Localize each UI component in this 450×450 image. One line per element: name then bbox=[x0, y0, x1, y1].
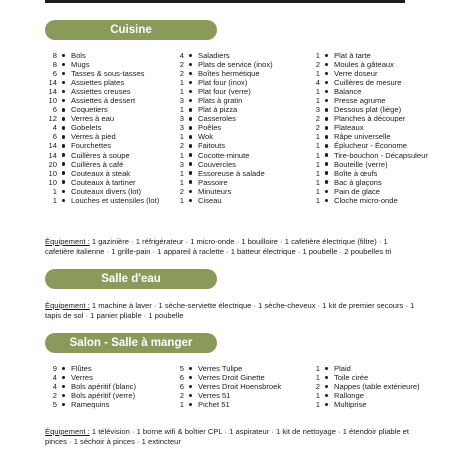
item-name: Ciseau bbox=[198, 195, 222, 205]
list-item bbox=[45, 105, 159, 114]
list-item bbox=[172, 187, 273, 196]
item-quantity: 1 bbox=[315, 150, 320, 160]
list-item bbox=[308, 96, 428, 105]
bullet-icon bbox=[61, 171, 66, 174]
bullet-icon bbox=[188, 126, 193, 129]
list-item bbox=[172, 114, 273, 123]
bullet-icon bbox=[61, 190, 66, 193]
bullet-icon bbox=[188, 190, 193, 193]
item-quantity: 20 bbox=[48, 159, 57, 169]
bullet-icon bbox=[61, 108, 66, 111]
equipment-text: 1 gazinière · 1 réfrigérateur · 1 micro-onde · 1 bouilloire · 1 cafetière électrique (filtre) · 1 cafetière italienne · 1 grille-pain · 1 appareil à raclette · 1 batteur électrique · 1 poubelle · 2 poubelles tri bbox=[45, 237, 392, 256]
bullet-icon bbox=[61, 135, 66, 138]
bullet-icon bbox=[188, 385, 193, 388]
item-quantity: 1 bbox=[179, 168, 184, 178]
item-quantity: 1 bbox=[179, 105, 184, 115]
equipment-text: 1 machine à laver · 1 sèche-serviette électrique · 1 sèche-cheveux · 1 kit de premier secours · 1 tapis de sol · 1 panier pliable · 1 poubelle bbox=[45, 301, 415, 320]
list-item bbox=[308, 69, 428, 78]
cuisine-column-1 bbox=[45, 51, 159, 205]
item-quantity: 1 bbox=[315, 391, 320, 401]
item-name: Verres Tulipe bbox=[198, 364, 243, 373]
item-quantity: 1 bbox=[315, 177, 320, 187]
list-item bbox=[308, 196, 428, 205]
cuisine-column-3 bbox=[308, 51, 428, 205]
bullet-icon bbox=[188, 135, 193, 138]
bullet-icon bbox=[324, 54, 329, 57]
item-name: Flûtes bbox=[71, 364, 92, 373]
item-name: Tasses & sous-tasses bbox=[71, 69, 145, 79]
item-name: Couteaux divers (lot) bbox=[71, 186, 142, 196]
list-item bbox=[172, 151, 273, 160]
item-quantity: 1 bbox=[315, 364, 320, 373]
item-quantity: 14 bbox=[48, 78, 57, 88]
bullet-icon bbox=[324, 367, 329, 370]
item-name: Moules à gâteaux bbox=[334, 60, 394, 70]
item-name: Plateaux bbox=[334, 123, 364, 133]
bullet-icon bbox=[188, 144, 193, 147]
item-quantity: 1 bbox=[315, 373, 320, 383]
list-item bbox=[45, 51, 159, 60]
item-name: Coquetiers bbox=[71, 105, 108, 115]
salon-equipment bbox=[45, 427, 417, 446]
item-quantity: 10 bbox=[48, 96, 57, 106]
list-item bbox=[45, 382, 136, 391]
bullet-icon bbox=[188, 90, 193, 93]
bullet-icon bbox=[324, 385, 329, 388]
bullet-icon bbox=[188, 99, 193, 102]
item-name: Plat four (verre) bbox=[198, 87, 251, 97]
list-item bbox=[172, 105, 273, 114]
item-quantity: 6 bbox=[179, 382, 184, 392]
item-quantity: 1 bbox=[315, 69, 320, 79]
item-quantity: 2 bbox=[315, 60, 320, 70]
salle-eau-equipment bbox=[45, 301, 417, 320]
item-quantity: 1 bbox=[179, 150, 184, 160]
item-quantity: 6 bbox=[52, 132, 57, 142]
item-quantity: 3 bbox=[315, 105, 320, 115]
bullet-icon bbox=[324, 199, 329, 202]
list-item bbox=[308, 178, 428, 187]
item-name: Faitouts bbox=[198, 141, 226, 151]
item-name: Poêles bbox=[198, 123, 222, 133]
item-quantity: 14 bbox=[48, 87, 57, 97]
salon-column-2 bbox=[172, 364, 281, 409]
list-item bbox=[172, 132, 273, 141]
item-quantity: 1 bbox=[52, 195, 57, 205]
list-item bbox=[45, 114, 159, 123]
item-quantity: 14 bbox=[48, 150, 57, 160]
list-item bbox=[308, 114, 428, 123]
item-name: Ramequins bbox=[71, 400, 110, 410]
list-item bbox=[45, 178, 159, 187]
bullet-icon bbox=[324, 144, 329, 147]
item-quantity: 1 bbox=[315, 159, 320, 169]
list-item bbox=[172, 51, 273, 60]
item-quantity: 1 bbox=[315, 87, 320, 97]
bullet-icon bbox=[61, 72, 66, 75]
item-name: Plats à gratin bbox=[198, 96, 243, 106]
item-name: Mugs bbox=[71, 60, 90, 70]
bullet-icon bbox=[188, 394, 193, 397]
item-name: Assiettes à dessert bbox=[71, 96, 136, 106]
bullet-icon bbox=[61, 54, 66, 57]
item-quantity: 1 bbox=[179, 195, 184, 205]
item-quantity: 8 bbox=[52, 51, 57, 60]
item-name: Plaid bbox=[334, 364, 351, 373]
item-name: Assiettes plates bbox=[71, 78, 125, 88]
bullet-icon bbox=[188, 367, 193, 370]
item-quantity: 1 bbox=[179, 177, 184, 187]
list-item bbox=[45, 60, 159, 69]
bullet-icon bbox=[324, 171, 329, 174]
bullet-icon bbox=[61, 81, 66, 84]
item-quantity: 1 bbox=[179, 132, 184, 142]
bullet-icon bbox=[324, 376, 329, 379]
cuisine-column-2 bbox=[172, 51, 273, 205]
list-item bbox=[45, 132, 159, 141]
list-item bbox=[45, 169, 159, 178]
item-name: Tire-bouchon - Décapsuleur bbox=[334, 150, 428, 160]
item-quantity: 12 bbox=[48, 114, 57, 124]
bullet-icon bbox=[61, 63, 66, 66]
bullet-icon bbox=[188, 81, 193, 84]
bullet-icon bbox=[61, 385, 66, 388]
list-item bbox=[308, 141, 428, 150]
list-item bbox=[45, 391, 136, 400]
bullet-icon bbox=[324, 108, 329, 111]
bullet-icon bbox=[324, 394, 329, 397]
item-name: Fourchettes bbox=[71, 141, 112, 151]
item-quantity: 4 bbox=[315, 78, 320, 88]
list-item bbox=[45, 160, 159, 169]
bullet-icon bbox=[324, 126, 329, 129]
list-item bbox=[45, 196, 159, 205]
salon-column-3 bbox=[308, 364, 420, 409]
list-item bbox=[172, 123, 273, 132]
item-name: Verre doseur bbox=[334, 69, 378, 79]
list-item bbox=[308, 364, 420, 373]
bullet-icon bbox=[324, 153, 329, 156]
bullet-icon bbox=[61, 162, 66, 165]
item-quantity: 4 bbox=[179, 51, 184, 60]
bullet-icon bbox=[188, 403, 193, 406]
item-quantity: 3 bbox=[179, 114, 184, 124]
bullet-icon bbox=[324, 117, 329, 120]
list-item bbox=[45, 364, 136, 373]
item-quantity: 1 bbox=[179, 400, 184, 410]
item-quantity: 10 bbox=[48, 168, 57, 178]
list-item bbox=[308, 373, 420, 382]
item-quantity: 6 bbox=[52, 105, 57, 115]
item-name: Verres à eau bbox=[71, 114, 115, 124]
bullet-icon bbox=[188, 117, 193, 120]
bullet-icon bbox=[188, 72, 193, 75]
item-quantity: 3 bbox=[179, 159, 184, 169]
bullet-icon bbox=[188, 162, 193, 165]
item-name: Toile cirée bbox=[334, 373, 369, 383]
list-item bbox=[172, 364, 281, 373]
list-item bbox=[172, 96, 273, 105]
list-item bbox=[308, 169, 428, 178]
list-item bbox=[45, 373, 136, 382]
section-title-salle-eau: Salle d'eau bbox=[45, 269, 217, 289]
item-name: Pain de glace bbox=[334, 186, 381, 196]
list-item bbox=[172, 373, 281, 382]
item-quantity: 2 bbox=[52, 391, 57, 401]
list-item bbox=[308, 105, 428, 114]
list-item bbox=[308, 160, 428, 169]
item-name: Râpe universelle bbox=[334, 132, 391, 142]
list-item bbox=[45, 141, 159, 150]
item-name: Gobelets bbox=[71, 123, 102, 133]
item-name: Cocotte-minute bbox=[198, 150, 250, 160]
item-name: Bols apéritif (blanc) bbox=[71, 382, 136, 392]
item-name: Couvercles bbox=[198, 159, 236, 169]
cuisine-equipment bbox=[45, 237, 417, 256]
item-name: Plats de service (inox) bbox=[198, 60, 273, 70]
equipment-text: 1 télévision · 1 borne wifi & boîtier CPL · 1 aspirateur · 1 kit de nettoyage · 1 étendoir pliable et pinces · 1 séchoir à pinces · 1 extincteur bbox=[45, 427, 409, 446]
list-item bbox=[308, 391, 420, 400]
item-quantity: 4 bbox=[52, 373, 57, 383]
item-name: Nappes (table extérieure) bbox=[334, 382, 420, 392]
list-item bbox=[172, 87, 273, 96]
bullet-icon bbox=[61, 99, 66, 102]
item-quantity: 1 bbox=[315, 195, 320, 205]
list-item bbox=[308, 78, 428, 87]
top-divider bbox=[45, 0, 405, 3]
item-name: Casseroles bbox=[198, 114, 236, 124]
item-quantity: 2 bbox=[179, 60, 184, 70]
item-name: Rallonge bbox=[334, 391, 364, 401]
item-quantity: 1 bbox=[315, 168, 320, 178]
bullet-icon bbox=[324, 180, 329, 183]
item-name: Éplucheur - Économe bbox=[334, 141, 408, 151]
section-title-cuisine: Cuisine bbox=[45, 20, 217, 40]
equipment-label: Équipement : bbox=[45, 427, 90, 436]
item-name: Plat à tarte bbox=[334, 51, 371, 60]
item-quantity: 5 bbox=[179, 364, 184, 373]
list-item bbox=[172, 400, 281, 409]
item-quantity: 14 bbox=[48, 141, 57, 151]
bullet-icon bbox=[188, 108, 193, 111]
item-name: Boîte à œufs bbox=[334, 168, 378, 178]
bullet-icon bbox=[61, 403, 66, 406]
list-item bbox=[308, 123, 428, 132]
bullet-icon bbox=[188, 171, 193, 174]
item-name: Cuillères de mesure bbox=[334, 78, 402, 88]
list-item bbox=[308, 60, 428, 69]
bullet-icon bbox=[324, 99, 329, 102]
list-item bbox=[308, 400, 420, 409]
bullet-icon bbox=[61, 144, 66, 147]
item-quantity: 1 bbox=[315, 400, 320, 410]
item-name: Essoreuse à salade bbox=[198, 168, 265, 178]
bullet-icon bbox=[61, 90, 66, 93]
bullet-icon bbox=[61, 376, 66, 379]
list-item bbox=[308, 187, 428, 196]
list-item bbox=[172, 69, 273, 78]
item-quantity: 6 bbox=[52, 69, 57, 79]
bullet-icon bbox=[188, 54, 193, 57]
item-quantity: 8 bbox=[52, 60, 57, 70]
item-name: Cuillères à café bbox=[71, 159, 124, 169]
list-item bbox=[308, 87, 428, 96]
list-item bbox=[172, 391, 281, 400]
item-name: Cloche micro-onde bbox=[334, 195, 398, 205]
list-item bbox=[172, 60, 273, 69]
item-name: Plat four (inox) bbox=[198, 78, 248, 88]
list-item bbox=[45, 123, 159, 132]
bullet-icon bbox=[324, 135, 329, 138]
list-item bbox=[172, 141, 273, 150]
item-quantity: 6 bbox=[179, 373, 184, 383]
list-item bbox=[308, 132, 428, 141]
bullet-icon bbox=[61, 126, 66, 129]
list-item bbox=[308, 51, 428, 60]
list-item bbox=[172, 169, 273, 178]
item-name: Wok bbox=[198, 132, 214, 142]
list-item bbox=[45, 87, 159, 96]
item-quantity: 2 bbox=[315, 114, 320, 124]
item-quantity: 1 bbox=[315, 141, 320, 151]
bullet-icon bbox=[324, 162, 329, 165]
list-item bbox=[45, 96, 159, 105]
item-quantity: 3 bbox=[179, 96, 184, 106]
item-quantity: 1 bbox=[315, 186, 320, 196]
item-name: Balance bbox=[334, 87, 362, 97]
item-quantity: 1 bbox=[179, 87, 184, 97]
bullet-icon bbox=[188, 199, 193, 202]
item-quantity: 2 bbox=[179, 391, 184, 401]
list-item bbox=[45, 151, 159, 160]
list-item bbox=[45, 78, 159, 87]
item-name: Verres bbox=[71, 373, 93, 383]
item-quantity: 1 bbox=[315, 132, 320, 142]
list-item bbox=[172, 178, 273, 187]
item-quantity: 9 bbox=[52, 364, 57, 373]
bullet-icon bbox=[61, 394, 66, 397]
item-quantity: 1 bbox=[315, 51, 320, 60]
bullet-icon bbox=[324, 63, 329, 66]
item-name: Louches et ustensiles (lot) bbox=[71, 195, 160, 205]
list-item bbox=[45, 187, 159, 196]
item-name: Verres à pied bbox=[71, 132, 116, 142]
bullet-icon bbox=[61, 117, 66, 120]
item-name: Cuillères à soupe bbox=[71, 150, 130, 160]
item-name: Saladiers bbox=[198, 51, 230, 60]
bullet-icon bbox=[188, 63, 193, 66]
bullet-icon bbox=[61, 153, 66, 156]
item-name: Verres 51 bbox=[198, 391, 231, 401]
bullet-icon bbox=[61, 367, 66, 370]
list-item bbox=[172, 160, 273, 169]
item-quantity: 4 bbox=[52, 123, 57, 133]
item-name: Bols apéritif (verre) bbox=[71, 391, 136, 401]
item-quantity: 2 bbox=[315, 382, 320, 392]
bullet-icon bbox=[61, 180, 66, 183]
item-name: Assiettes creuses bbox=[71, 87, 131, 97]
section-title-salon: Salon - Salle à manger bbox=[45, 333, 217, 353]
bullet-icon bbox=[61, 199, 66, 202]
salon-column-1 bbox=[45, 364, 136, 409]
bullet-icon bbox=[324, 72, 329, 75]
item-name: Minuteurs bbox=[198, 186, 232, 196]
item-name: Planches à découper bbox=[334, 114, 406, 124]
item-name: Couteaux à steak bbox=[71, 168, 131, 178]
equipment-label: Équipement : bbox=[45, 237, 90, 246]
item-name: Verres Droit Hoensbroek bbox=[198, 382, 282, 392]
item-name: Bouteille (verre) bbox=[334, 159, 388, 169]
list-item bbox=[308, 151, 428, 160]
item-name: Dessous plat (liège) bbox=[334, 105, 402, 115]
item-quantity: 2 bbox=[179, 186, 184, 196]
equipment-label: Équipement : bbox=[45, 301, 90, 310]
list-item bbox=[45, 69, 159, 78]
list-item bbox=[172, 78, 273, 87]
bullet-icon bbox=[188, 153, 193, 156]
bullet-icon bbox=[324, 81, 329, 84]
item-name: Multiprise bbox=[334, 400, 367, 410]
list-item bbox=[172, 382, 281, 391]
item-name: Bac à glaçons bbox=[334, 177, 382, 187]
bullet-icon bbox=[324, 190, 329, 193]
item-quantity: 3 bbox=[179, 123, 184, 133]
item-quantity: 2 bbox=[179, 141, 184, 151]
list-item bbox=[172, 196, 273, 205]
bullet-icon bbox=[324, 403, 329, 406]
item-quantity: 2 bbox=[315, 123, 320, 133]
item-quantity: 1 bbox=[179, 78, 184, 88]
item-quantity: 10 bbox=[48, 177, 57, 187]
item-name: Passoire bbox=[198, 177, 228, 187]
bullet-icon bbox=[188, 376, 193, 379]
bullet-icon bbox=[188, 180, 193, 183]
list-item bbox=[45, 400, 136, 409]
item-name: Presse agrume bbox=[334, 96, 386, 106]
item-quantity: 5 bbox=[52, 400, 57, 410]
item-name: Plat à pizza bbox=[198, 105, 238, 115]
item-quantity: 1 bbox=[52, 186, 57, 196]
item-name: Pichet 51 bbox=[198, 400, 230, 410]
item-quantity: 4 bbox=[52, 382, 57, 392]
item-name: Verres Droit Ginette bbox=[198, 373, 265, 383]
item-quantity: 2 bbox=[179, 69, 184, 79]
item-quantity: 1 bbox=[315, 96, 320, 106]
item-name: Bols bbox=[71, 51, 86, 60]
item-name: Boîtes hermétique bbox=[198, 69, 260, 79]
bullet-icon bbox=[324, 90, 329, 93]
list-item bbox=[308, 382, 420, 391]
item-name: Couteaux à tartiner bbox=[71, 177, 136, 187]
